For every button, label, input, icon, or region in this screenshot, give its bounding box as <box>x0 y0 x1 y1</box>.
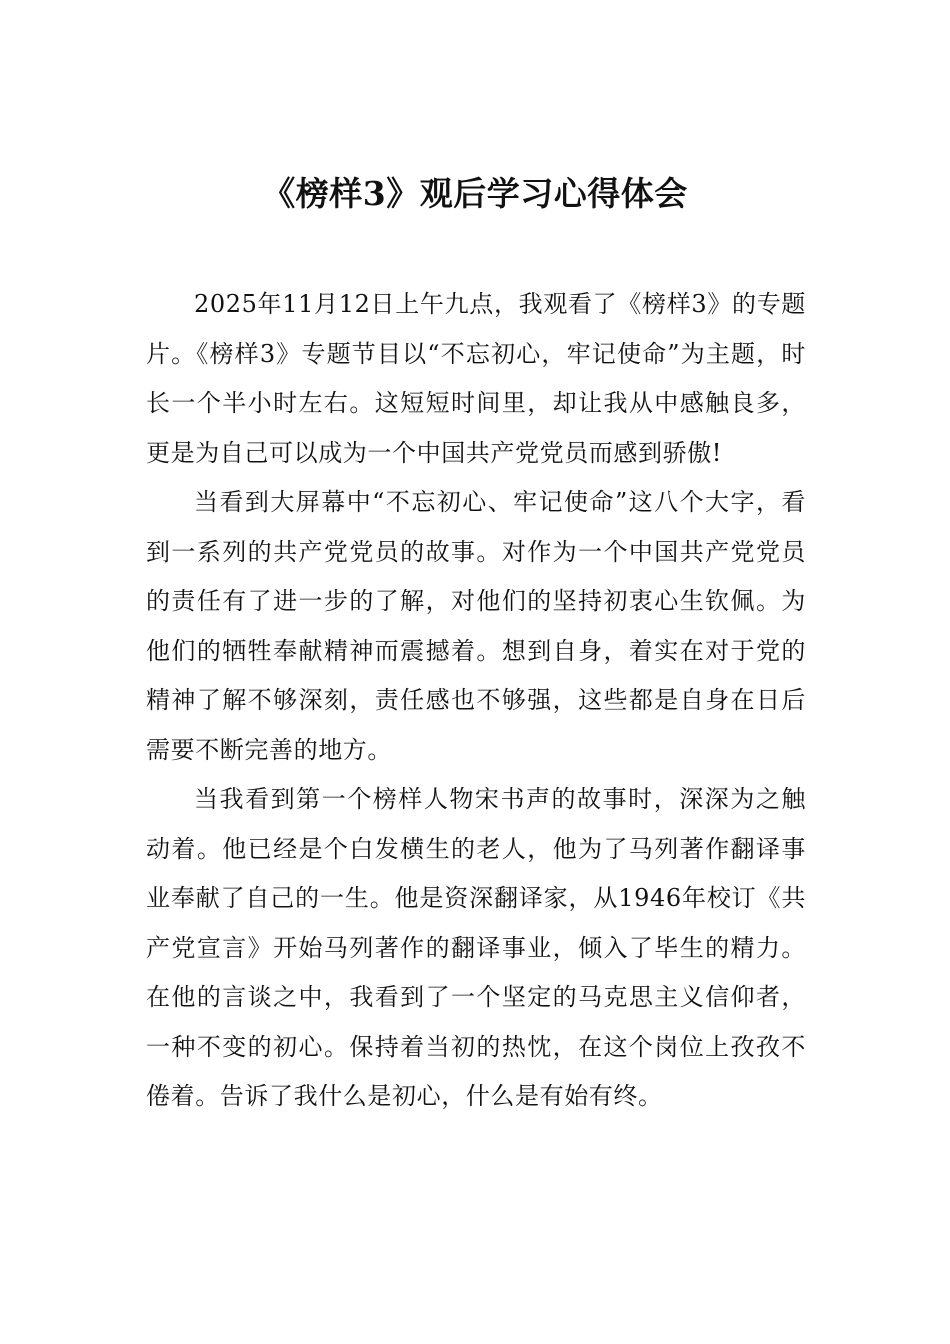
paragraph-1: 2025年11月12日上午九点，我观看了《榜样3》的专题片。《榜样3》专题节目以“不忘初心，牢记使命”为主题，时长一个半小时左右。这短短时间里，却让我从中感触良多，更是为自己可以成为一个中国共产党党员而感到骄傲! <box>146 290 806 467</box>
document-title: 《榜样3》观后学习心得体会 <box>262 174 688 213</box>
document-body <box>146 280 806 1122</box>
paragraph-2: 当看到大屏幕中“不忘初心、牢记使命”这八个大字，看到一系列的共产党党员的故事。对作为一个中国共产党党员的责任有了进一步的了解，对他们的坚持初衷心生钦佩。为他们的牺牲奉献精神而震撼着。想到自身，着实在对于党的精神了解不够深刻，责任感也不够强，这些都是自身在日后需要不断完善的地方。 <box>146 488 806 764</box>
paragraph-3: 当我看到第一个榜样人物宋书声的故事时，深深为之触动着。他已经是个白发横生的老人，他为了马列著作翻译事业奉献了自己的一生。他是资深翻译家，从1946年校订《共产党宣言》开始马列著作的翻译事业，倾入了毕生的精力。在他的言谈之中，我看到了一个坚定的马克思主义信仰者，一种不变的初心。保持着当初的热忱，在这个岗位上孜孜不倦着。告诉了我什么是初心，什么是有始有终。 <box>146 785 806 1110</box>
